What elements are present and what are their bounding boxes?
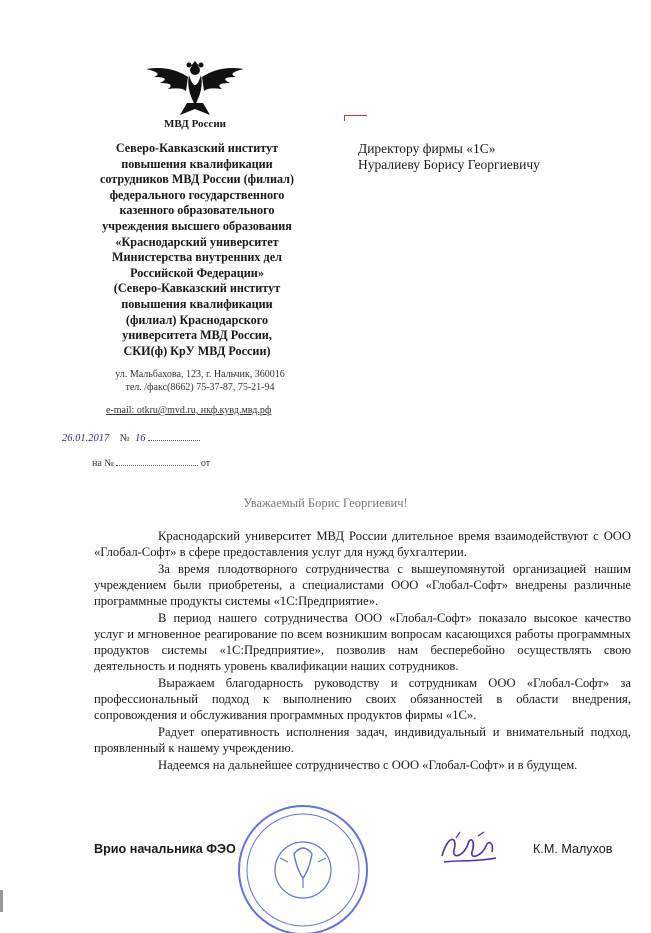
recipient-name: Нуралиеву Борису Георгиевичу — [358, 157, 540, 172]
issuer-line: повышения квалификации — [121, 156, 273, 171]
signatory-title: Врио начальника ФЭО — [94, 842, 236, 856]
issuer-line: университета МВД России, — [122, 328, 272, 343]
scan-edge-mark — [0, 890, 3, 912]
issuer-line: учреждения высшего образования — [102, 218, 292, 233]
corner-mark — [344, 115, 367, 121]
outgoing-date: 26.01.2017 — [62, 433, 110, 444]
signatory-name: К.М. Малухов — [533, 842, 613, 856]
number-label: № — [119, 433, 130, 444]
eagle-emblem-icon — [140, 55, 250, 117]
issuer-line: Российской Федерации» — [130, 265, 264, 280]
recipient-block — [358, 141, 540, 173]
issuer-line: СКИ(ф) КрУ МВД России) — [123, 343, 271, 358]
number-underline — [148, 440, 200, 441]
letter-body — [94, 528, 631, 774]
paragraph: Краснодарский университет МВД России длительное время взаимодействуют с ООО «Глобал-Софт» в сфере предоставления услуг для нужд бухгалтерии. — [94, 529, 631, 559]
issuer-line: федерального государственного — [109, 187, 285, 202]
issuer-line: Северо-Кавказский институт — [115, 141, 279, 155]
outgoing-reference — [62, 433, 200, 444]
org-short-name: МВД России — [163, 118, 226, 130]
issuer-line: (Северо-Кавказский институт — [113, 281, 281, 296]
address-line: ул. Мальбахова, 123, г. Нальчик, 360016 — [115, 369, 285, 380]
incoming-reference — [92, 458, 210, 469]
issuer-block — [82, 141, 312, 359]
official-stamp-icon — [228, 790, 378, 933]
outgoing-number: 16 — [135, 433, 146, 444]
recipient-title: Директору фирмы «1С» — [358, 141, 496, 156]
issuer-line: сотрудников МВД России (филиал) — [99, 172, 295, 187]
issuer-line: Министерства внутренних дел — [112, 250, 282, 265]
paragraph: Радует оперативность исполнения задач, индивидуальный и внимательный подход, проявленный к нашему учреждению. — [94, 725, 631, 755]
address-block — [95, 368, 305, 394]
salutation: Уважаемый Борис Георгиевич! — [243, 496, 408, 510]
paragraph: Надеемся на дальнейшее сотрудничество с ООО «Глобал-Софт» и в будущем. — [158, 758, 578, 772]
incoming-number-line — [116, 465, 198, 466]
paragraph: За время плодотворного сотрудничества с вышеупомянутой организацией нашим учреждением были приобретены, а специалистами ООО «Глобал-Софт» внедрены различные программные продукты системы «1С:Предприятие». — [94, 562, 631, 608]
paragraph: Выражаем благодарность руководству и сотрудникам ООО «Глобал-Софт» за профессиональный подход к выполнению своих обязанностей в области внедрения, сопровождения и обслуживания программных продуктов фирмы «1С». — [94, 676, 631, 722]
email-line[interactable]: e-mail: otkru@mvd.ru, нкф.кувд.мвд.рф — [106, 405, 272, 416]
incoming-from-label: от — [200, 458, 211, 469]
issuer-line: (филиал) Краснодарского — [125, 312, 269, 327]
incoming-label: на № — [92, 458, 114, 469]
signature-icon — [436, 826, 500, 870]
issuer-line: повышения квалификации — [121, 296, 273, 311]
issuer-line: казенного образовательного — [119, 203, 275, 218]
paragraph: В период нашего сотрудничества ООО «Глобал-Софт» показало высокое качество услуг и мгновенное реагирование по всем возникшим вопросам касающихся работы программных продуктов системы «1С:Предприятие», позволив нам бесперебойно осуществлять свою деятельность и поднять уровень квалификации наших сотрудников. — [94, 611, 631, 673]
issuer-line: «Краснодарский университет — [115, 234, 279, 249]
phone-line: тел. /факс(8662) 75-37-87, 75-21-94 — [125, 382, 275, 393]
